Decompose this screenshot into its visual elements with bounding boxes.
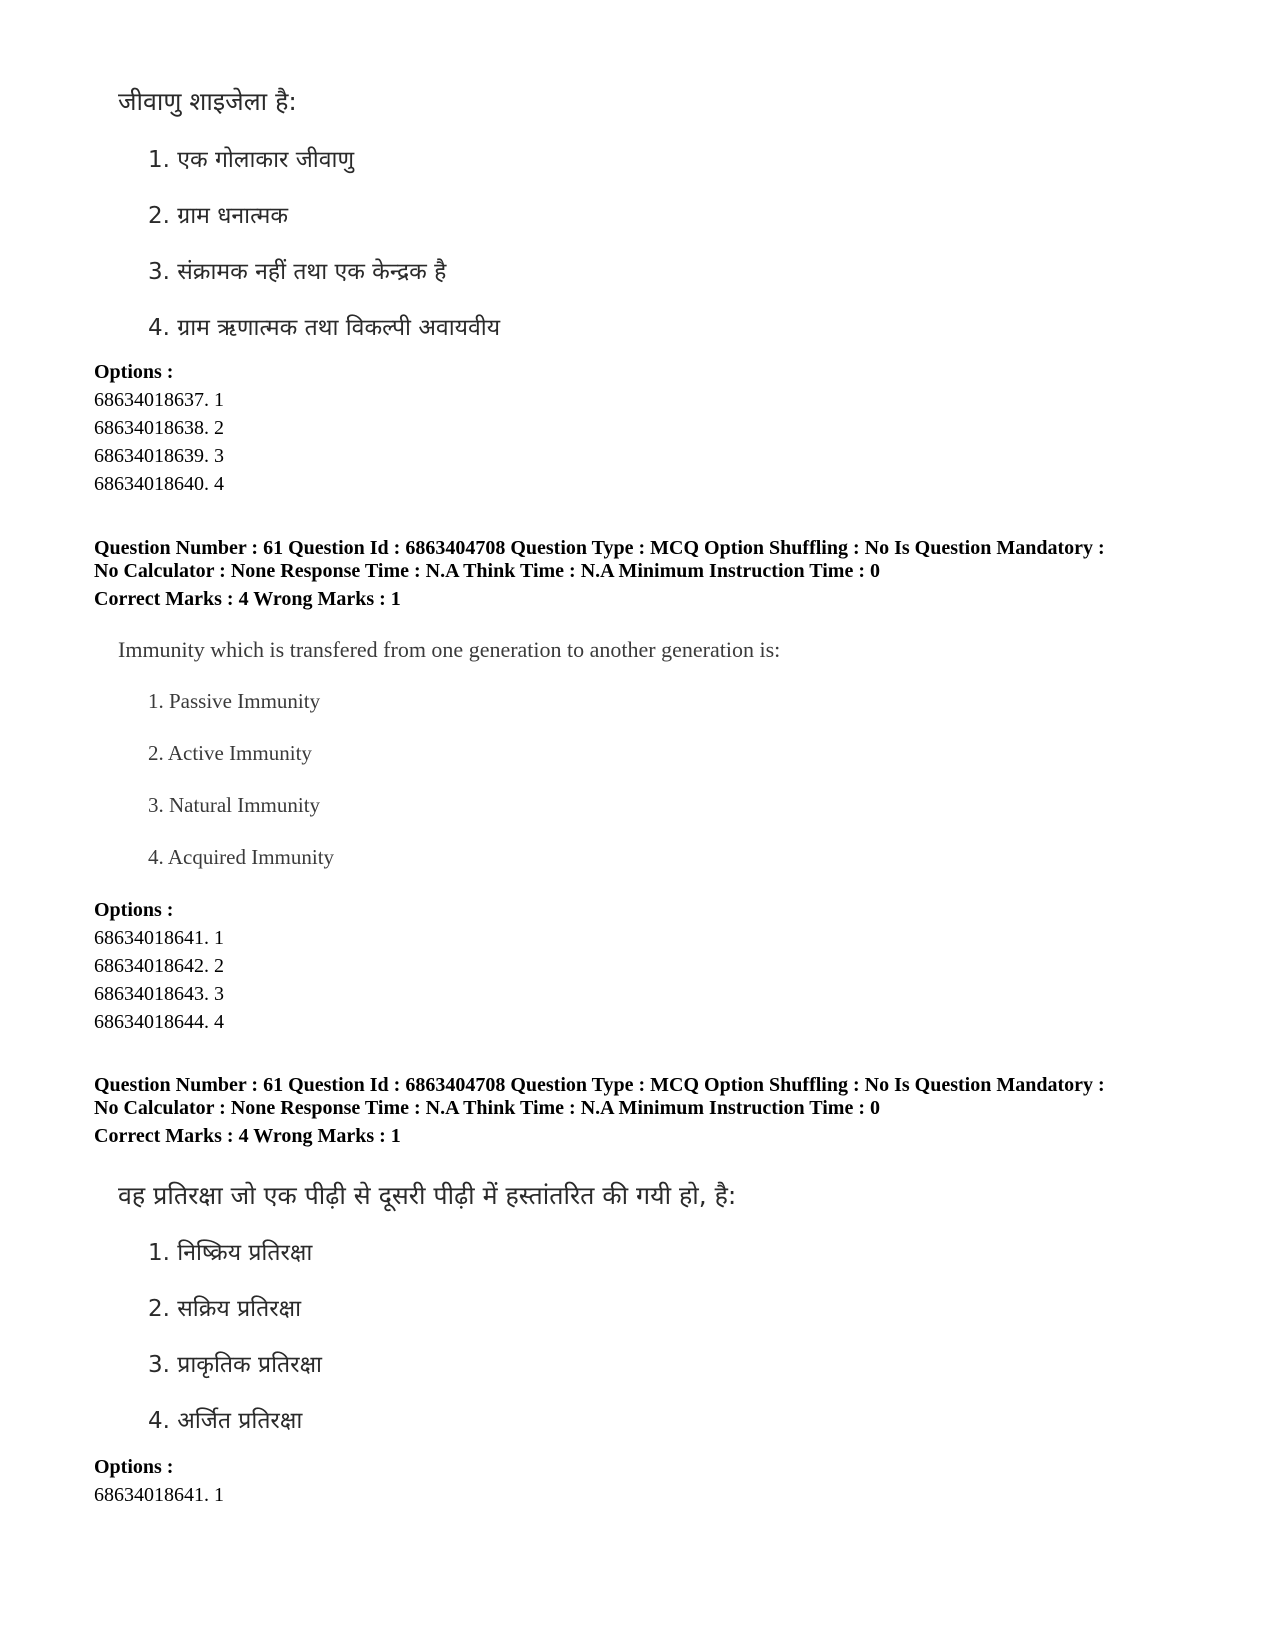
options-heading: Options : — [94, 899, 174, 921]
question-stem: वह प्रतिरक्षा जो एक पीढ़ी से दूसरी पीढ़ी में हस्तांतरित की गयी हो, है: — [118, 1181, 737, 1210]
answer-choice: 4. ग्राम ऋणात्मक तथा विकल्पी अवायवीय — [148, 315, 501, 341]
answer-choice: 2. Active Immunity — [148, 741, 312, 765]
answer-choice: 3. संक्रामक नहीं तथा एक केन्द्रक है — [148, 259, 447, 285]
question-marks: Correct Marks : 4 Wrong Marks : 1 — [94, 588, 401, 610]
option-line: 68634018643. 3 — [94, 983, 224, 1005]
answer-choice: 3. Natural Immunity — [148, 793, 321, 817]
question-stem: Immunity which is transfered from one generation to another generation is: — [118, 637, 781, 662]
answer-choice: 3. प्राकृतिक प्रतिरक्षा — [148, 1352, 323, 1378]
option-line: 68634018642. 2 — [94, 955, 224, 977]
answer-choice: 4. अर्जित प्रतिरक्षा — [148, 1408, 303, 1434]
question-meta-line1: Question Number : 61 Question Id : 6863404708 Question Type : MCQ Option Shuffling : No Is Question Mandatory : — [94, 537, 1105, 559]
answer-choice: 2. ग्राम धनात्मक — [148, 203, 288, 229]
option-line: 68634018637. 1 — [94, 389, 224, 411]
answer-choice: 1. Passive Immunity — [148, 689, 321, 713]
question-stem: जीवाणु शाइजेला है: — [118, 87, 297, 116]
options-heading: Options : — [94, 1456, 174, 1478]
option-line: 68634018641. 1 — [94, 927, 224, 949]
option-line: 68634018639. 3 — [94, 445, 224, 467]
option-line: 68634018640. 4 — [94, 473, 224, 495]
option-line: 68634018638. 2 — [94, 417, 224, 439]
question-meta-line2: No Calculator : None Response Time : N.A Think Time : N.A Minimum Instruction Time : 0 — [94, 1097, 880, 1119]
answer-choice: 4. Acquired Immunity — [148, 845, 335, 869]
option-line: 68634018641. 1 — [94, 1484, 224, 1506]
question-meta-line1: Question Number : 61 Question Id : 6863404708 Question Type : MCQ Option Shuffling : No Is Question Mandatory : — [94, 1074, 1105, 1096]
question-meta-line2: No Calculator : None Response Time : N.A Think Time : N.A Minimum Instruction Time : 0 — [94, 560, 880, 582]
option-line: 68634018644. 4 — [94, 1011, 224, 1033]
answer-choice: 1. निष्क्रिय प्रतिरक्षा — [148, 1240, 313, 1266]
answer-choice: 1. एक गोलाकार जीवाणु — [148, 147, 355, 173]
answer-choice: 2. सक्रिय प्रतिरक्षा — [148, 1296, 302, 1322]
question-marks: Correct Marks : 4 Wrong Marks : 1 — [94, 1125, 401, 1147]
options-heading: Options : — [94, 361, 174, 383]
